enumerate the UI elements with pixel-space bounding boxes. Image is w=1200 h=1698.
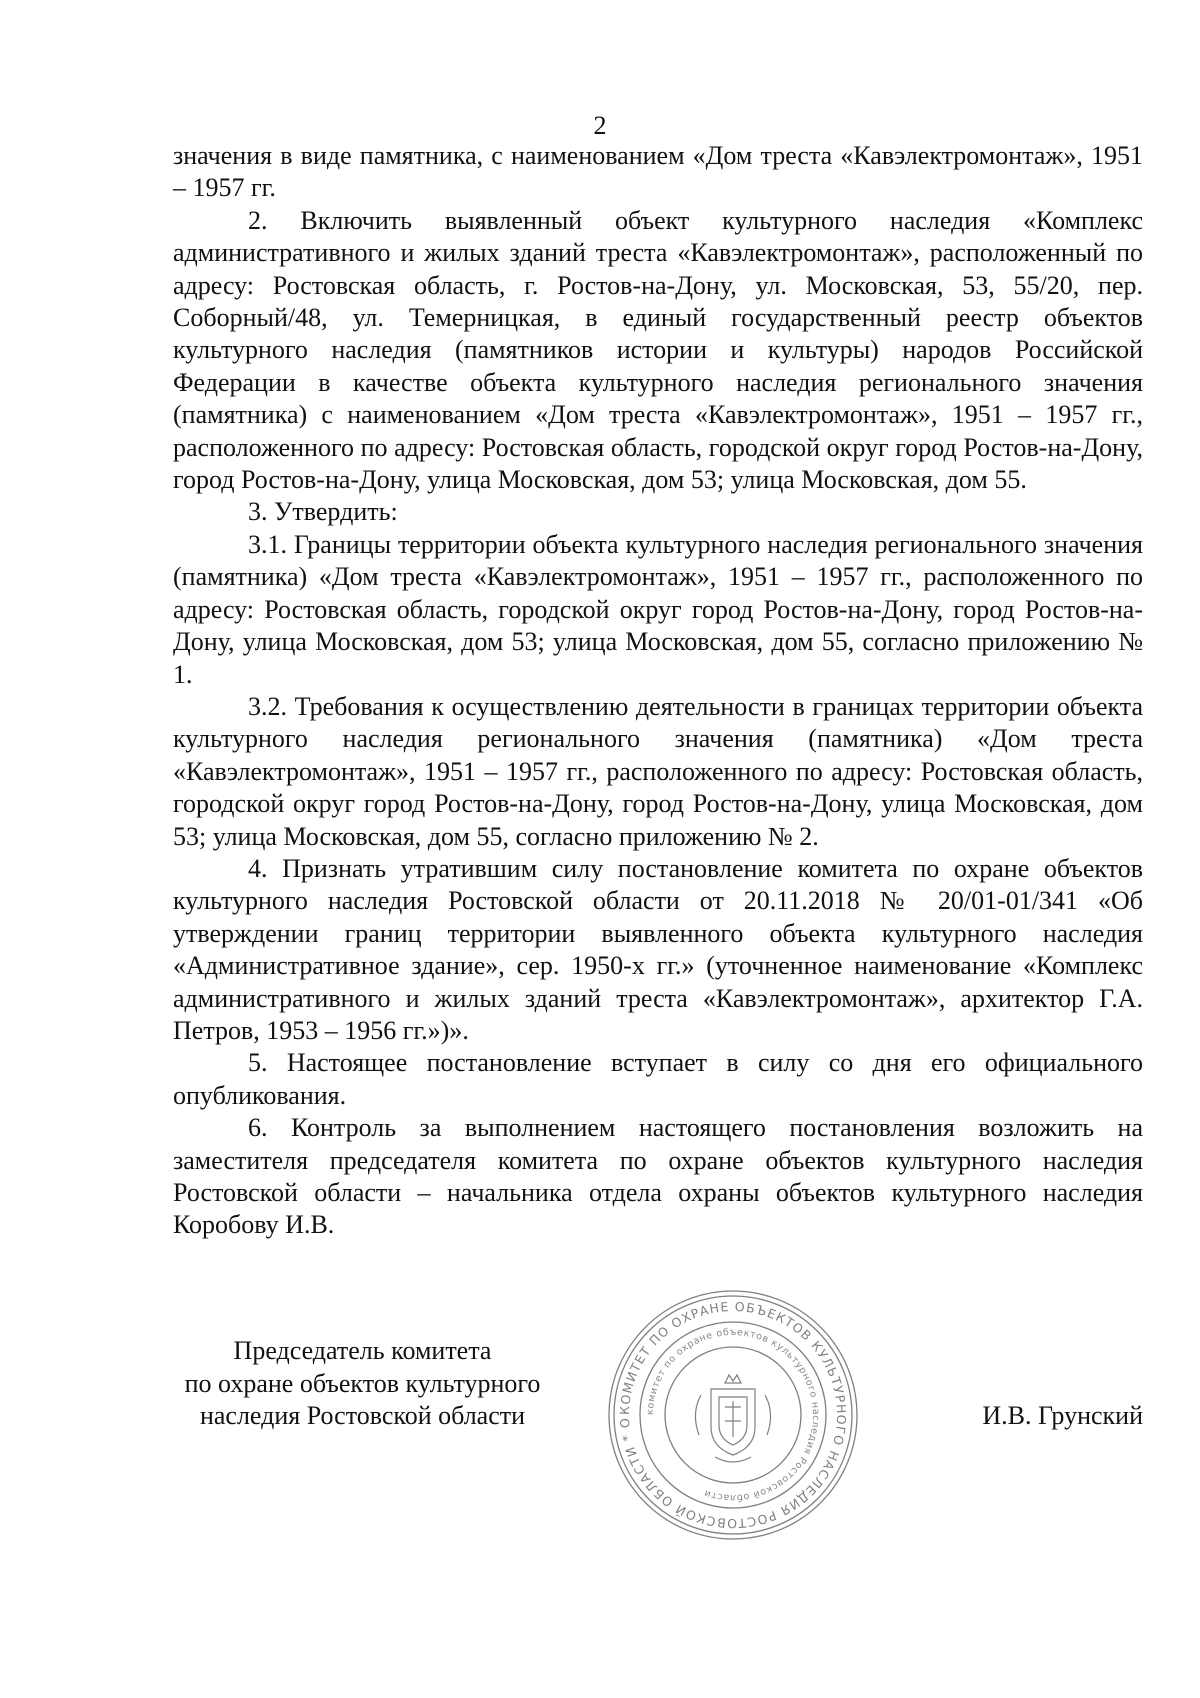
coat-of-arms-icon xyxy=(695,1375,770,1462)
seal-inner-text: комитет по охране объектов культурного наследия Ростовской области xyxy=(644,1326,822,1504)
seal-outer-text: КОМИТЕТ ПО ОХРАНЕ ОБЪЕКТОВ КУЛЬТУРНОГО НАСЛЕДИЯ РОСТОВСКОЙ ОБЛАСТИ * О xyxy=(616,1298,850,1532)
signatory-position-line: наследия Ростовской области xyxy=(199,1401,526,1430)
paragraph-continuation: значения в виде памятника, с наименованием «Дом треста «Кавэлектромонтаж», 1951 – 1957 гг. xyxy=(173,141,1143,203)
document-body xyxy=(173,140,1143,1242)
paragraph-item-3: 3. Утвердить: xyxy=(248,497,398,527)
official-seal xyxy=(603,1285,863,1545)
paragraph-item-3-1: 3.1. Границы территории объекта культурного наследия регионального значения (памятника) «Дом треста «Кавэлектромонтаж», 1951 – 1957 гг., расположенного по адресу: Ростовская область, городской округ город Ростов-на-Дону, город Ростов-на-Дону, улица Московская, дом 53; улица Московская, дом 55, согласно приложению № 1. xyxy=(173,529,1143,689)
paragraph-item-5: 5. Настоящее постановление вступает в силу со дня его официального опубликования. xyxy=(173,1048,1143,1110)
signatory-name: И.В. Грунский xyxy=(982,1401,1143,1430)
paragraph-item-6: 6. Контроль за выполнением настоящего постановления возложить на заместителя председателя комитета по охране объектов культурного наследия Ростовской области – начальника отдела охраны объектов культурного наследия Коробову И.В. xyxy=(173,1113,1143,1240)
page-number: 2 xyxy=(593,111,607,140)
paragraph-item-3-2: 3.2. Требования к осуществлению деятельности в границах территории объекта культурного наследия регионального значения (памятника) «Дом треста «Кавэлектромонтаж», 1951 – 1957 гг., расположенного по адресу: Ростовская область, городской округ город Ростов-на-Дону, город Ростов-на-Дону, улица Московская, дом 53; улица Московская, дом 55, согласно приложению № 2. xyxy=(173,691,1143,851)
signatory-position-line: по охране объектов культурного xyxy=(184,1368,541,1398)
seal-graphic xyxy=(603,1285,863,1545)
signatory-position xyxy=(150,1335,575,1433)
signatory-position-line: Председатель комитета xyxy=(233,1336,492,1365)
paragraph-item-4: 4. Признать утратившим силу постановление комитета по охране объектов культурного наследия Ростовской области от 20.11.2018 № 20/01-01/341 «Об утверждении границ территории выявленного объекта культурного наследия «Административное здание», сер. 1950-х гг.» (уточненное наименование «Комплекс административного и жилых зданий треста «Кавэлектромонтаж», архитектор Г.А. Петров, 1953 – 1956 гг.»)». xyxy=(173,853,1143,1045)
paragraph-item-2: 2. Включить выявленный объект культурного наследия «Комплекс административного и жилых зданий треста «Кавэлектромонтаж», расположенный по адресу: Ростовская область, г. Ростов-на-Дону, ул. Московская, 53, 55/20, пер. Соборный/48, ул. Темерницкая, в единый государственный реестр объектов культурного наследия (памятников истории и культуры) народов Российской Федерации в качестве объекта культурного наследия регионального значения (памятника) с наименованием «Дом треста «Кавэлектромонтаж», 1951 – 1957 гг., расположенного по адресу: Ростовская область, городской округ город Ростов-на-Дону, город Ростов-на-Дону, улица Московская, дом 53; улица Московская, дом 55. xyxy=(173,205,1143,495)
